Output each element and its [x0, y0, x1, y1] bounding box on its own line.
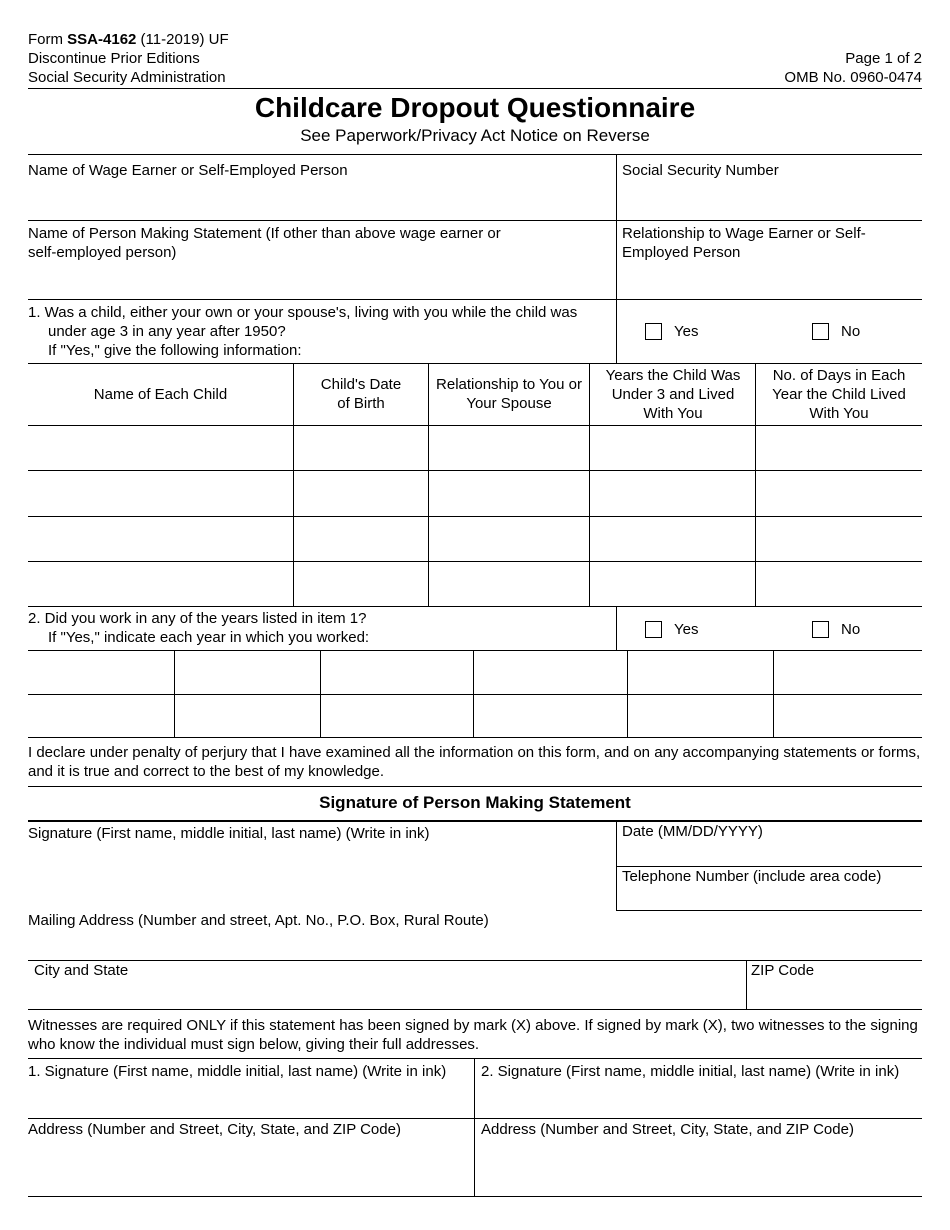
witness-1-address-field[interactable] — [28, 1140, 474, 1196]
q2-no-checkbox[interactable] — [812, 621, 829, 638]
divider — [28, 299, 922, 300]
child-dob-cell[interactable] — [294, 517, 428, 561]
child-name-cell[interactable] — [28, 471, 293, 516]
zip-label: ZIP Code — [751, 962, 815, 979]
question-2-line1: 2. Did you work in any of the years listed in item 1? — [28, 610, 367, 627]
child-relationship-cell[interactable] — [429, 471, 589, 516]
statement-person-field[interactable] — [28, 262, 616, 299]
child-days-cell[interactable] — [756, 517, 922, 561]
q1-yes-label: Yes — [674, 323, 699, 340]
page-subtitle: See Paperwork/Privacy Act Notice on Reverse — [300, 126, 650, 145]
child-name-cell[interactable] — [28, 562, 293, 606]
child-dob-cell[interactable] — [294, 426, 428, 470]
year-worked-cell[interactable] — [28, 651, 174, 694]
wage-earner-name-label: Name of Wage Earner or Self-Employed Person — [28, 162, 348, 179]
col-header-relationship: Relationship to You or Your Spouse — [436, 376, 582, 412]
page-title: Childcare Dropout Questionnaire — [254, 92, 696, 123]
city-state-label: City and State — [34, 962, 129, 979]
divider — [28, 606, 922, 607]
relationship-field[interactable] — [617, 262, 922, 299]
year-worked-cell[interactable] — [774, 651, 922, 694]
divider — [616, 299, 617, 363]
signature-label: Signature (First name, middle initial, last name) (Write in ink) — [28, 825, 430, 842]
child-relationship-cell[interactable] — [429, 562, 589, 606]
question-1-line3: If "Yes," give the following information: — [48, 342, 302, 359]
question-1-line2: under age 3 in any year after 1950? — [48, 323, 286, 340]
signature-field[interactable] — [28, 844, 616, 910]
year-worked-cell[interactable] — [628, 651, 773, 694]
zip-field[interactable] — [747, 981, 922, 1009]
q1-no-label: No — [841, 323, 861, 340]
divider — [28, 1058, 922, 1059]
agency-name: Social Security Administration — [28, 69, 226, 86]
child-name-cell[interactable] — [28, 517, 293, 561]
child-dob-cell[interactable] — [294, 471, 428, 516]
child-years-cell[interactable] — [590, 562, 755, 606]
witness-2-signature-label: 2. Signature (First name, middle initial, last name) (Write in ink) — [481, 1063, 900, 1080]
divider — [616, 606, 617, 650]
divider — [28, 220, 922, 221]
child-years-cell[interactable] — [590, 517, 755, 561]
date-label: Date (MM/DD/YYYY) — [622, 823, 763, 840]
year-worked-cell[interactable] — [774, 695, 922, 737]
mailing-address-label: Mailing Address (Number and street, Apt. No., P.O. Box, Rural Route) — [28, 912, 489, 929]
witness-1-address-label: Address (Number and Street, City, State, and ZIP Code) — [28, 1121, 401, 1138]
child-name-cell[interactable] — [28, 426, 293, 470]
mailing-address-field[interactable] — [28, 931, 922, 960]
date-field[interactable] — [617, 842, 922, 866]
city-state-field[interactable] — [28, 981, 746, 1009]
wage-earner-name-field[interactable] — [28, 154, 616, 220]
form-editions: Discontinue Prior Editions — [28, 50, 200, 67]
perjury-declaration: I declare under penalty of perjury that I have examined all the information on this form, and on any accompanying statements or forms, and it is true and correct to the best of my knowledge. — [28, 744, 921, 780]
child-relationship-cell[interactable] — [429, 517, 589, 561]
omb-number: OMB No. 0960-0474 — [784, 69, 922, 86]
child-years-cell[interactable] — [590, 426, 755, 470]
signature-section-heading: Signature of Person Making Statement — [319, 793, 631, 812]
witness-2-signature-field[interactable] — [475, 1082, 922, 1118]
col-header-date-of-birth: Child's Date of Birth — [320, 376, 402, 412]
ssn-field[interactable] — [617, 154, 922, 220]
divider — [28, 1009, 922, 1010]
witness-2-address-field[interactable] — [475, 1140, 922, 1196]
divider — [28, 786, 922, 787]
telephone-label: Telephone Number (include area code) — [622, 868, 882, 885]
q2-yes-checkbox[interactable] — [645, 621, 662, 638]
q2-yes-label: Yes — [674, 621, 699, 638]
year-worked-cell[interactable] — [321, 651, 473, 694]
divider — [28, 88, 922, 89]
year-worked-cell[interactable] — [175, 651, 320, 694]
year-worked-cell[interactable] — [474, 695, 627, 737]
q1-no-checkbox[interactable] — [812, 323, 829, 340]
child-years-cell[interactable] — [590, 471, 755, 516]
child-relationship-cell[interactable] — [429, 426, 589, 470]
divider — [28, 1118, 922, 1119]
telephone-field[interactable] — [617, 887, 922, 910]
year-worked-cell[interactable] — [321, 695, 473, 737]
col-header-days-per-year: No. of Days in Each Year the Child Lived With You — [772, 366, 906, 422]
q2-no-label: No — [841, 621, 861, 638]
year-worked-cell[interactable] — [175, 695, 320, 737]
question-1-line1: 1. Was a child, either your own or your spouse's, living with you while the child was — [28, 304, 578, 321]
q1-yes-checkbox[interactable] — [645, 323, 662, 340]
statement-person-label: Name of Person Making Statement (If other than above wage earner or self-employed person) — [28, 225, 501, 261]
col-header-child-name: Name of Each Child — [93, 385, 228, 403]
year-worked-cell[interactable] — [28, 695, 174, 737]
child-dob-cell[interactable] — [294, 562, 428, 606]
child-days-cell[interactable] — [756, 426, 922, 470]
question-2-line2: If "Yes," indicate each year in which you worked: — [48, 629, 370, 646]
child-days-cell[interactable] — [756, 562, 922, 606]
witness-note: Witnesses are required ONLY if this statement has been signed by mark (X) above. If signed by mark (X), two witnesses to the signing who know the individual must sign below, giving their full addresses. — [28, 1017, 918, 1053]
form-id: Form SSA-4162 (11-2019) UF — [28, 31, 229, 48]
page-number: Page 1 of 2 — [845, 50, 922, 67]
witness-2-address-label: Address (Number and Street, City, State, and ZIP Code) — [481, 1121, 854, 1138]
col-header-years-under-3: Years the Child Was Under 3 and Lived With You — [605, 366, 741, 422]
witness-1-signature-label: 1. Signature (First name, middle initial, last name) (Write in ink) — [28, 1063, 447, 1080]
divider — [616, 910, 922, 911]
divider — [28, 820, 922, 822]
ssn-label: Social Security Number — [622, 162, 779, 179]
relationship-label: Relationship to Wage Earner or Self-Employed Person — [622, 225, 866, 261]
divider — [28, 737, 922, 738]
year-worked-cell[interactable] — [628, 695, 773, 737]
child-days-cell[interactable] — [756, 471, 922, 516]
year-worked-cell[interactable] — [474, 651, 627, 694]
witness-1-signature-field[interactable] — [28, 1082, 474, 1118]
divider — [28, 1196, 922, 1197]
